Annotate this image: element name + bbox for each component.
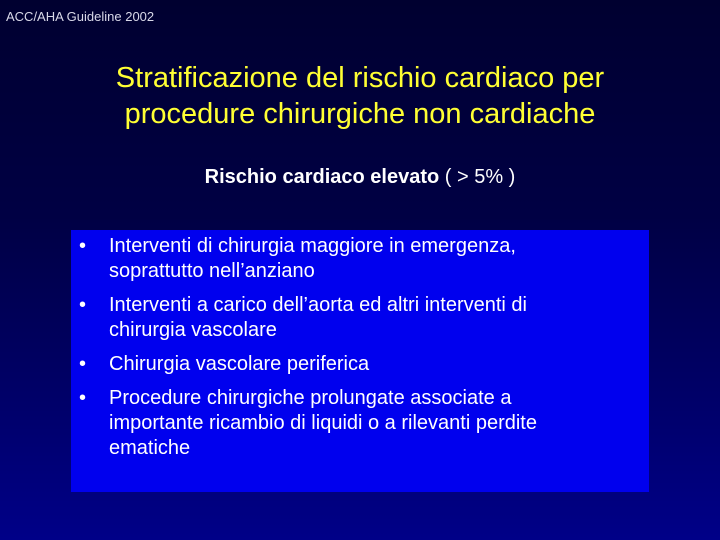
- slide-title-line-2: procedure chirurgiche non cardiache: [124, 98, 596, 130]
- bullet-dot-icon: •: [79, 387, 87, 409]
- guideline-source-label: ACC/AHA Guideline 2002: [6, 9, 155, 24]
- bullet-dot-icon: •: [79, 294, 87, 316]
- bullet-list: [71, 230, 649, 461]
- list-item-line: Procedure chirurgiche prolungate associate a: [109, 387, 512, 409]
- bullet-box: [71, 230, 649, 492]
- risk-subtitle-bold: Rischio cardiaco elevato: [204, 166, 440, 188]
- list-item: [71, 352, 649, 377]
- list-item: [71, 386, 649, 461]
- slide-title: [0, 60, 720, 132]
- list-item-line: Chirurgia vascolare periferica: [109, 353, 370, 375]
- bullet-dot-icon: •: [79, 353, 87, 375]
- risk-subtitle: [0, 164, 720, 190]
- list-item: [71, 293, 649, 343]
- list-item-line: Interventi di chirurgia maggiore in emergenza,: [109, 235, 516, 257]
- list-item-line: chirurgia vascolare: [109, 319, 277, 341]
- list-item: [71, 234, 649, 284]
- list-item-line: ematiche: [109, 437, 191, 459]
- bullet-dot-icon: •: [79, 235, 87, 257]
- list-item-line: Interventi a carico dell’aorta ed altri interventi di: [109, 294, 527, 316]
- list-item-line: importante ricambio di liquidi o a rilevanti perdite: [109, 412, 537, 434]
- risk-subtitle-threshold: ( > 5% ): [439, 166, 516, 188]
- slide-title-line-1: Stratificazione del rischio cardiaco per: [115, 62, 605, 94]
- list-item-line: soprattutto nell’anziano: [109, 260, 315, 282]
